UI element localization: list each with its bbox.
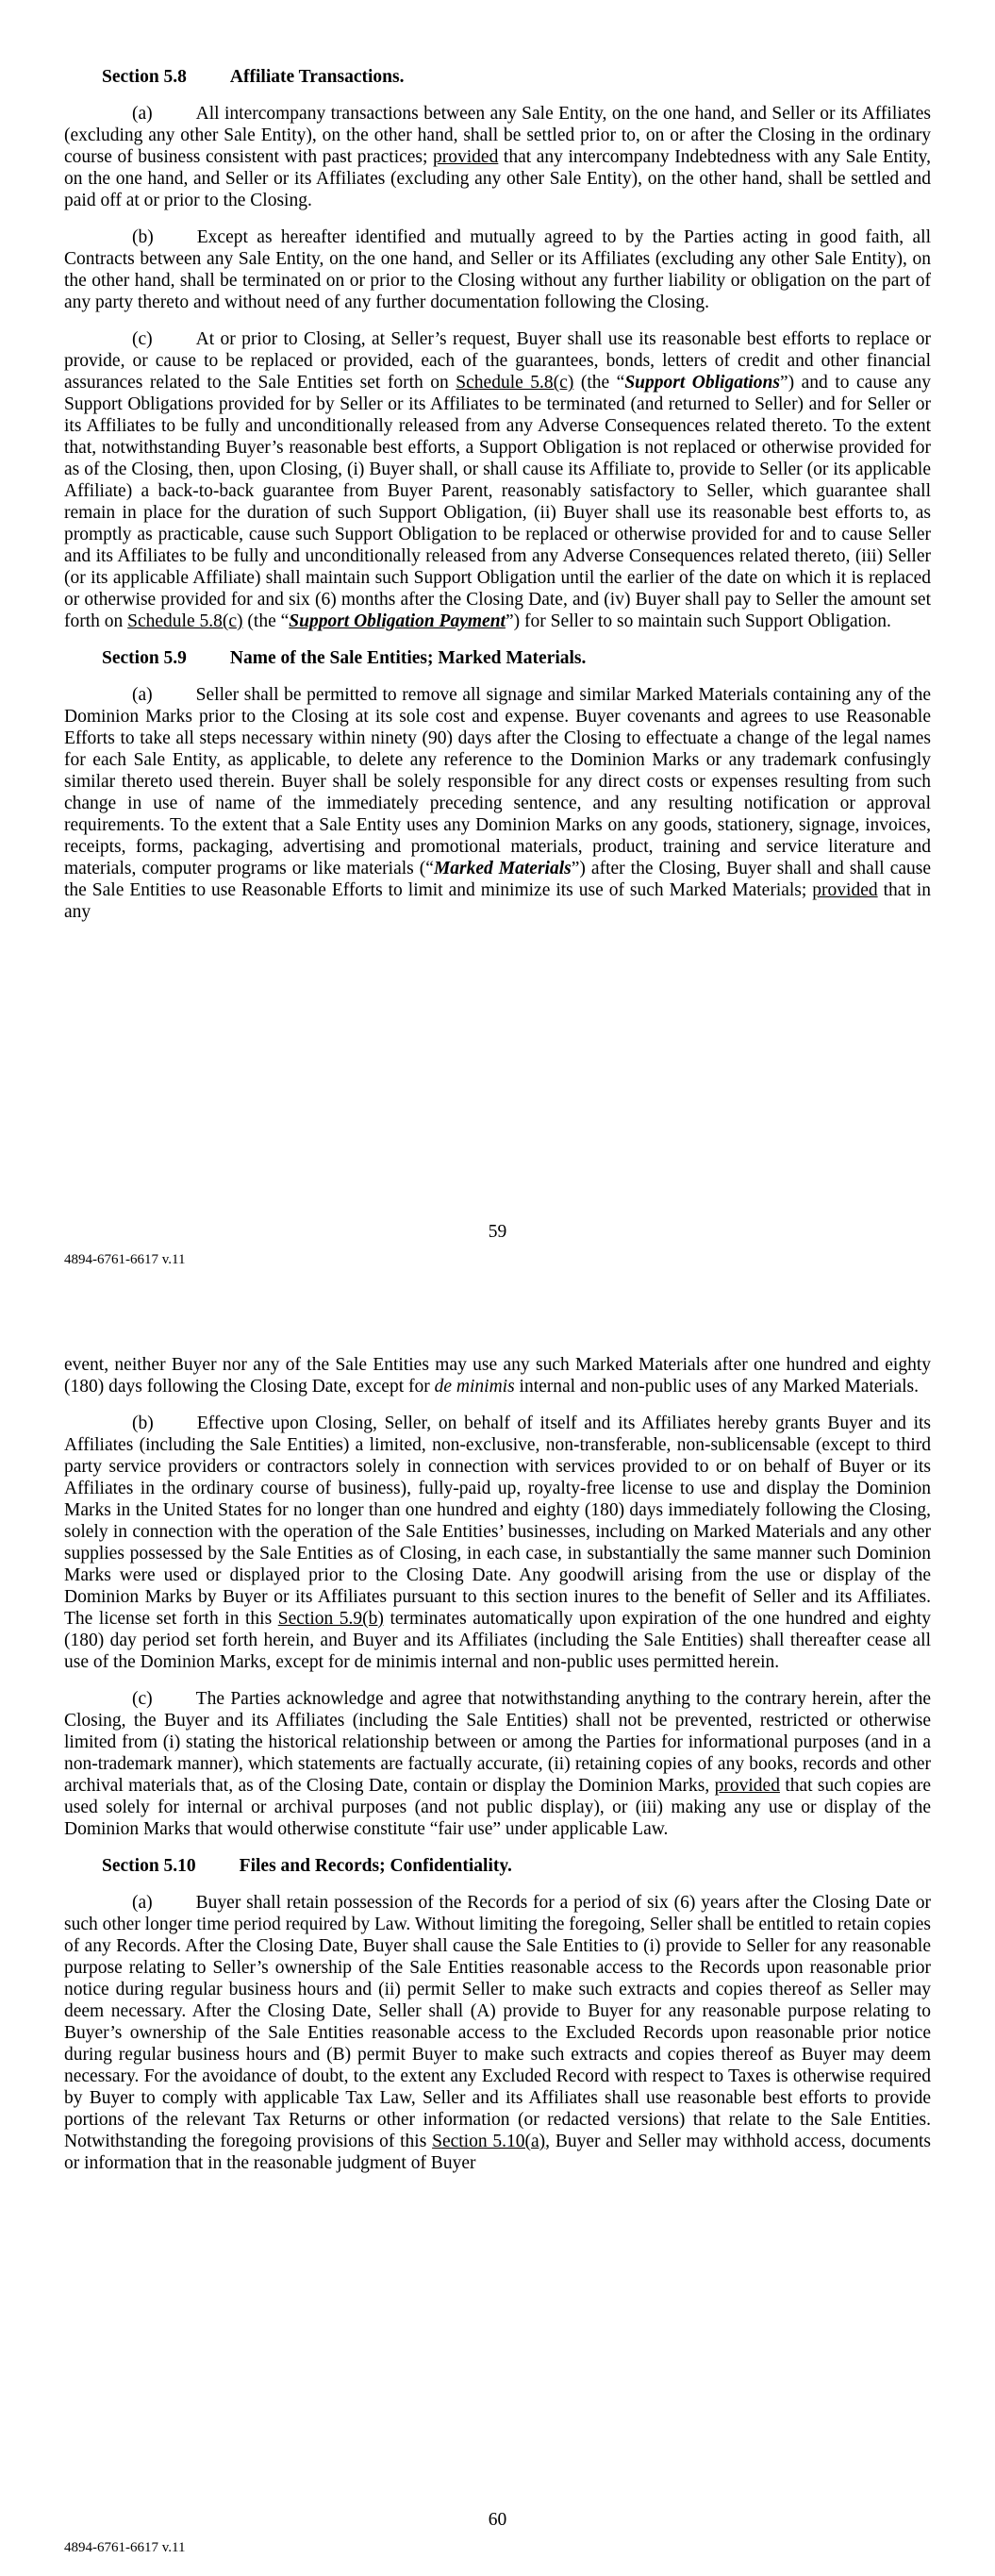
text-run: ”) for Seller to so maintain such Support Obligation. bbox=[505, 611, 891, 631]
text-run: Except as hereafter identified and mutually agreed to by the Parties acting in good faith, all Contracts between any Sale Entity, on the one hand, and Seller or its Affiliates (excluding any other Sale Entity), on the other hand, shall be terminated on or prior to the Closing without any further liability or obligation on the part of any party thereto and without need of any further documentation following the Closing. bbox=[64, 227, 931, 312]
text-run: Section 5.8 bbox=[102, 67, 187, 87]
page-number: 60 bbox=[488, 2510, 507, 2530]
text-run: (a) bbox=[132, 1893, 153, 1913]
text-run: ”) and to cause any Support Obligations provided for by Seller or its Affiliates to be terminated (and returned to Seller) and for Seller or its Affiliates to be fully and unconditionally released from any Adverse Consequences related thereto. To the extent that, notwithstanding Buyer’s reasonable best efforts, a Support Obligation is not replaced or otherwise provided for as of the Closing, then, upon Closing, (i) Buyer shall, or shall cause its Affiliate to, provide to Seller (or its applicable Affiliate) a back-to-back guarantee from Buyer Parent, reasonably satisfactory to Seller, which guarantee shall remain in place for the duration of such Support Obligation, (ii) Buyer shall use its reasonable best efforts to, as promptly as practicable, cause such Support Obligation to be replaced or otherwise provided for and to cause Seller and its Affiliates to be fully and unconditionally released from any Adverse Consequences related thereto, (iii) Seller (or its applicable Affiliate) shall maintain such Support Obligation until the earlier of the date on which it is replaced or otherwise provided for and six (6) months after the Closing Date, and (iv) Buyer shall pay to Seller the amount set forth on bbox=[64, 373, 931, 631]
text-run: Section 5.10(a) bbox=[432, 2132, 546, 2151]
text-run: Section 5.10 bbox=[102, 1856, 196, 1876]
text-run: provided bbox=[812, 880, 878, 900]
text-run: (a) bbox=[132, 104, 153, 124]
text-run: Name of the Sale Entities; Marked Materials. bbox=[229, 648, 587, 668]
text-run: (the “ bbox=[242, 611, 290, 631]
text-run: internal and non-public uses of any Marked Materials. bbox=[514, 1377, 920, 1397]
text-run: terminates automatically upon expiration of the one hundred and eighty (180) day period set forth herein, and Buyer and its Affiliates (including the Sale Entities) shall thereafter cease all use of the Dominion Marks, except for de minimis internal and non-public uses permitted herein. bbox=[64, 1609, 931, 1672]
page-number: 59 bbox=[488, 1222, 507, 1242]
text-run: (b) bbox=[132, 1413, 154, 1433]
text-run: Buyer shall retain possession of the Records for a period of six (6) years after the Closing Date or such other longer time period required by Law. Without limiting the foregoing, Seller shall be entitled to retain copies of any Records. After the Closing Date, Buyer shall cause the Sale Entities to (i) provide to Seller for any reasonable purpose relating to Seller’s ownership of the Sale Entities reasonable access to the Records upon reasonable prior notice during regular business hours and (ii) permit Seller to make such extracts and copies thereof as Seller may deem necessary. After the Closing Date, Seller shall (A) provide to Buyer for any reasonable purpose relating to Buyer’s ownership of the Sale Entities reasonable access to the Excluded Records upon reasonable prior notice during regular business hours and (B) permit Buyer to make such extracts and copies thereof as Buyer may deem necessary. For the avoidance of doubt, to the extent any Excluded Record with respect to Taxes is otherwise required by Buyer to comply with applicable Tax Law, Seller and its Affiliates shall use reasonable best efforts to provide portions of the relevant Tax Returns or other information (or redacted versions) that relate to the Sale Entities. Notwithstanding the foregoing provisions of this bbox=[64, 1893, 931, 2151]
text-run: (the “ bbox=[573, 373, 625, 393]
text-run: Support Obligations bbox=[624, 373, 780, 393]
document-id-footer: 4894-6761-6617 v.11 bbox=[64, 2540, 186, 2555]
text-run: , Buyer and Seller may withhold access, documents or information that in the reasonable judgment of Buyer bbox=[64, 2132, 931, 2173]
section-heading bbox=[64, 647, 931, 669]
text-run: Effective upon Closing, Seller, on behalf of itself and its Affiliates hereby grants Buyer and its Affiliates (including the Sale Entities) a limited, non-exclusive, non-transferable, non-sublicensable (except to third party service providers or contractors solely in connection with services provided to or on behalf of Buyer or its Affiliates in the ordinary course of business), fully-paid up, royalty-free license to use and display the Dominion Marks in the United States for no longer than one hundred and eighty (180) days immediately following the Closing, solely in connection with the operation of the Sale Entities’ businesses, including on Marked Materials and any other supplies possessed by the Sale Entities as of Closing, in each case, in substantially the same manner such Dominion Marks were used or displayed prior to the Closing Date. Any goodwill arising from the use or display of the Dominion Marks by Buyer or its Affiliates pursuant to this section inures to the benefit of Seller and its Affiliates. The license set forth in this bbox=[64, 1413, 931, 1629]
text-run: (a) bbox=[132, 685, 153, 705]
text-run: At or prior to Closing, at Seller’s request, Buyer shall use its reasonable best efforts to replace or provide, or cause to be replaced or provided, each of the guarantees, bonds, letters of credit and other financial assurances related to the Sale Entities set forth on bbox=[64, 329, 931, 393]
text-run: provided bbox=[433, 147, 499, 167]
text-run: event, neither Buyer nor any of the Sale Entities may use any such Marked Materials after one hundred and eighty (180) days following the Closing Date, except for bbox=[64, 1355, 931, 1397]
text-run: (c) bbox=[132, 329, 153, 349]
text-run: provided bbox=[714, 1776, 780, 1796]
text-run: that in any bbox=[64, 880, 931, 922]
text-run: that any intercompany Indebtedness with any Sale Entity, on the one hand, and Seller or its Affiliates (excluding any other Sale Entity), on the other hand, shall be settled and paid off at or prior to the Closing. bbox=[64, 147, 931, 210]
text-run: All intercompany transactions between any Sale Entity, on the one hand, and Seller or its Affiliates (excluding any other Sale Entity), on the other hand, shall be settled prior to, on or after the Closing in the ordinary course of business consistent with past practices; bbox=[64, 104, 931, 167]
text-run: Schedule 5.8(c) bbox=[456, 373, 574, 393]
document-id-footer: 4894-6761-6617 v.11 bbox=[64, 1252, 186, 1267]
text-run: Marked Materials bbox=[433, 859, 572, 878]
paragraph bbox=[64, 328, 931, 632]
text-run: Schedule 5.8(c) bbox=[127, 611, 243, 631]
text-run: that such copies are used solely for internal or archival purposes (and not public display), or (iii) making any use or display of the Dominion Marks that would otherwise constitute “fair use” under applicable Law. bbox=[64, 1776, 932, 1839]
text-run: Seller shall be permitted to remove all signage and similar Marked Materials containing any of the Dominion Marks prior to the Closing at its sole cost and expense. Buyer covenants and agrees to use Reasonable Efforts to take all steps necessary within ninety (90) days after the Closing to effectuate a change of the legal names for each Sale Entity, as applicable, to delete any reference to the Dominion Marks or any trademark confusingly similar thereto used therein. Buyer shall be solely responsible for any direct costs or expenses resulting from such change in use of name of the immediately preceding sentence, and any resulting notification or approval requirements. To the extent that a Sale Entity uses any Dominion Marks on any goods, stationery, signage, invoices, receipts, forms, packaging, advertising and promotional materials, product, training and service literature and materials, computer programs or like materials (“ bbox=[64, 685, 931, 878]
text-run: Section 5.9 bbox=[102, 648, 187, 668]
text-run: (b) bbox=[132, 227, 154, 247]
paragraph bbox=[64, 684, 931, 923]
paragraph bbox=[64, 226, 931, 313]
text-run: Section 5.9(b) bbox=[277, 1609, 384, 1629]
document-page bbox=[0, 1288, 995, 2576]
text-run: The Parties acknowledge and agree that notwithstanding anything to the contrary herein, after the Closing, the Buyer and its Affiliates (including the Sale Entities) shall not be prevented, restricted or otherwise limited from (i) stating the historical relationship between or among the Parties for informational purposes (and in a non-trademark manner), which statements are factually accurate, (ii) retaining copies of any books, records and other archival materials that, as of the Closing Date, contain or display the Dominion Marks, bbox=[64, 1689, 931, 1796]
text-run: Files and Records; Confidentiality. bbox=[239, 1856, 512, 1876]
text-run: Affiliate Transactions. bbox=[229, 67, 405, 87]
paragraph bbox=[64, 1354, 931, 1397]
paragraph bbox=[64, 1688, 931, 1840]
paragraph bbox=[64, 1413, 931, 1673]
text-run: (c) bbox=[132, 1689, 153, 1709]
section-heading bbox=[64, 66, 931, 88]
text-run: Support Obligation Payment bbox=[289, 611, 506, 631]
paragraph bbox=[64, 103, 931, 211]
text-run: de minimis bbox=[434, 1377, 515, 1397]
section-heading bbox=[64, 1855, 931, 1877]
paragraph bbox=[64, 1892, 931, 2174]
text-run: ”) after the Closing, Buyer shall and shall cause the Sale Entities to use Reasonable Efforts to limit and minimize its use of such Marked Materials; bbox=[64, 859, 932, 900]
